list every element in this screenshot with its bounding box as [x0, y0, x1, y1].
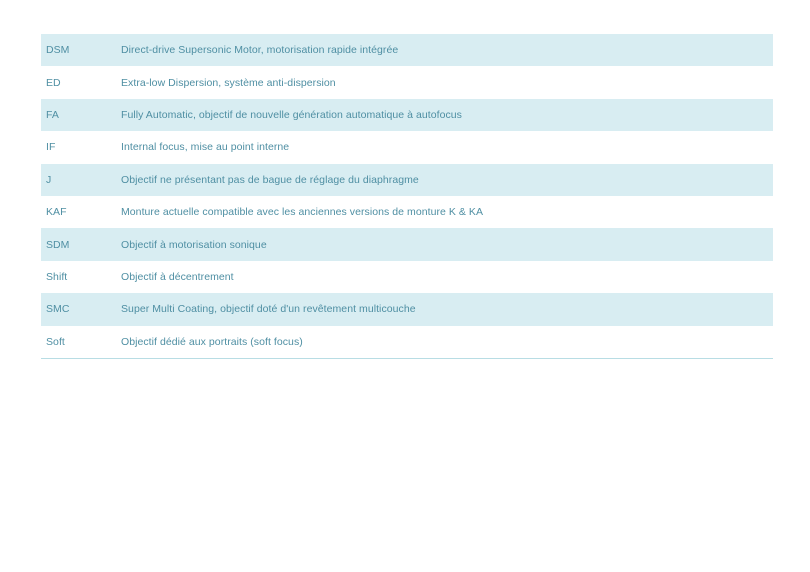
- term-abbreviation: SMC: [46, 303, 70, 316]
- term-abbreviation: FA: [46, 108, 59, 121]
- table-row-if: [41, 131, 773, 163]
- term-description: Internal focus, mise au point interne: [121, 141, 290, 154]
- term-abbreviation: SDM: [46, 238, 70, 251]
- table-row-dsm: [41, 34, 773, 66]
- table-row-sdm: [41, 228, 773, 260]
- term-abbreviation: ED: [46, 76, 61, 89]
- term-description: Extra-low Dispersion, système anti-dispersion: [121, 76, 336, 89]
- term-abbreviation: J: [46, 173, 52, 186]
- table-row-ed: [41, 66, 773, 98]
- term-description: Direct-drive Supersonic Motor, motorisation rapide intégrée: [121, 44, 399, 57]
- term-description: Super Multi Coating, objectif doté d'un revêtement multicouche: [121, 303, 416, 316]
- table-row-shift: [41, 261, 773, 293]
- term-description: Objectif à motorisation sonique: [121, 238, 267, 251]
- table-row-smc: [41, 293, 773, 325]
- term-abbreviation: KAF: [46, 206, 67, 219]
- term-abbreviation: IF: [46, 141, 56, 154]
- table-row-soft: [41, 326, 773, 358]
- term-abbreviation: Soft: [46, 335, 65, 348]
- table-row-fa: [41, 99, 773, 131]
- term-abbreviation: Shift: [46, 270, 68, 283]
- table-row-j: [41, 164, 773, 196]
- term-description: Monture actuelle compatible avec les anciennes versions de monture K & KA: [121, 206, 484, 219]
- term-description: Fully Automatic, objectif de nouvelle génération automatique à autofocus: [121, 108, 462, 121]
- glossary-table: [41, 34, 773, 359]
- term-description: Objectif ne présentant pas de bague de réglage du diaphragme: [121, 173, 419, 186]
- term-description: Objectif à décentrement: [121, 270, 234, 283]
- table-row-kaf: [41, 196, 773, 228]
- term-description: Objectif dédié aux portraits (soft focus): [121, 335, 303, 348]
- term-abbreviation: DSM: [46, 44, 70, 57]
